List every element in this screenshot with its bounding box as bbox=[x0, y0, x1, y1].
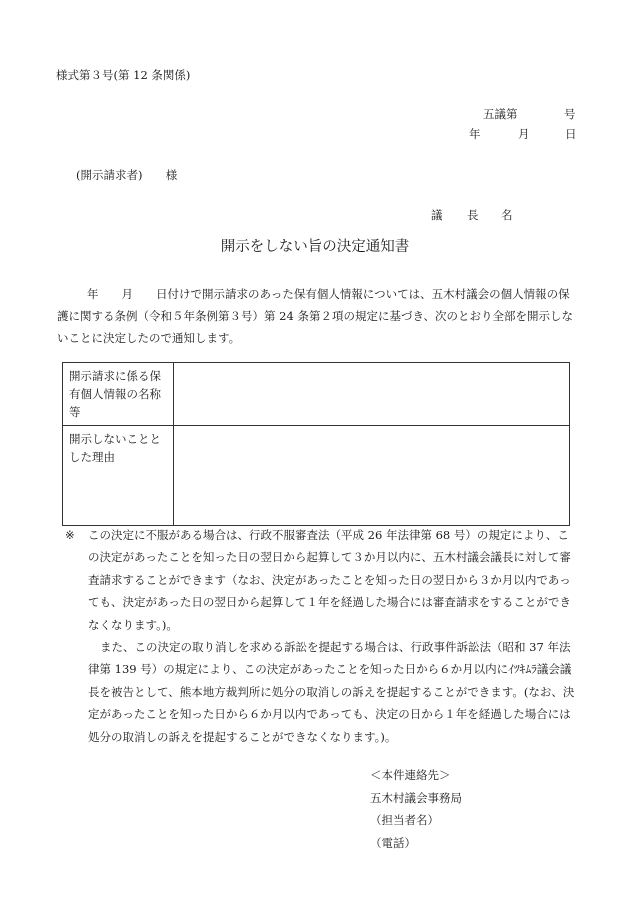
document-number-prefix: 五議第 bbox=[483, 107, 518, 121]
row1-value bbox=[174, 363, 570, 426]
row2-label: 開示しないこととした理由 bbox=[63, 426, 174, 526]
row1-label: 開示請求に係る保有個人情報の名称等 bbox=[63, 363, 174, 426]
row2-value bbox=[174, 426, 570, 526]
date-year: 年 bbox=[469, 127, 481, 141]
appeal-note bbox=[60, 524, 580, 748]
requester-name: (開示請求者) bbox=[76, 168, 143, 182]
note-paragraph-1: この決定に不服がある場合は、行政不服審査法（平成 26 年法律第 68 号）の規定により、この決定があったことを知った日の翌日から起算して３か月以内に、五木村議会議長に対して審査請求することができます（なお、決定があったことを知った日の翌日から３か月以内であっても、決定があった日の翌日から起算して１年を経過した場合には審査請求をすることができなくなります。)。 bbox=[88, 528, 571, 632]
contact-person: （担当者名） bbox=[370, 813, 439, 827]
form-number-label: 様式第３号(第 12 条関係) bbox=[56, 68, 191, 82]
chairman-char-1: 議 bbox=[431, 208, 443, 222]
contact-office: 五木村議会事務局 bbox=[370, 790, 462, 805]
table-row bbox=[63, 363, 570, 426]
document-title: 開示をしない旨の決定通知書 bbox=[220, 239, 410, 255]
contact-heading: ＜本件連絡先＞ bbox=[370, 768, 451, 782]
chairman-char-2: 長 bbox=[467, 208, 479, 222]
table-row bbox=[63, 426, 570, 526]
note-paragraph-2: また、この決定の取り消しを求める訴訟を提起する場合は、行政事件訴訟法（昭和 37 年法律第 139 号）の規定により、この決定があったことを知った日から６か月以内にｲﾂｷﾑﾗ議会議長を被告として、熊本地方裁判所に処分の取消しの訴えを提起することができます。(なお、決定があったことを知った日から６か月以内であっても、決定の日から１年を経過した場合には処分の取消しの訴えを提起することができなくなります。)。 bbox=[88, 640, 575, 744]
document-number-suffix: 号 bbox=[564, 107, 576, 121]
date-day: 日 bbox=[565, 127, 577, 141]
requester-honorific: 様 bbox=[165, 168, 178, 182]
contact-phone: （電話） bbox=[370, 835, 416, 850]
note-mark: ※ bbox=[65, 528, 75, 542]
intro-paragraph: 年 月 日付けで開示請求のあった保有個人情報については、五木村議会の個人情報の保護に関する条例（令和５年条例第３号）第 24 条第２項の規定に基づき、次のとおり全部を開示しないことに決定したので通知します。 bbox=[57, 287, 573, 345]
date-month: 月 bbox=[518, 127, 530, 141]
disclosure-table bbox=[62, 362, 570, 526]
chairman-char-3: 名 bbox=[501, 208, 513, 222]
contact-block bbox=[370, 764, 462, 854]
requester-line bbox=[76, 167, 177, 183]
